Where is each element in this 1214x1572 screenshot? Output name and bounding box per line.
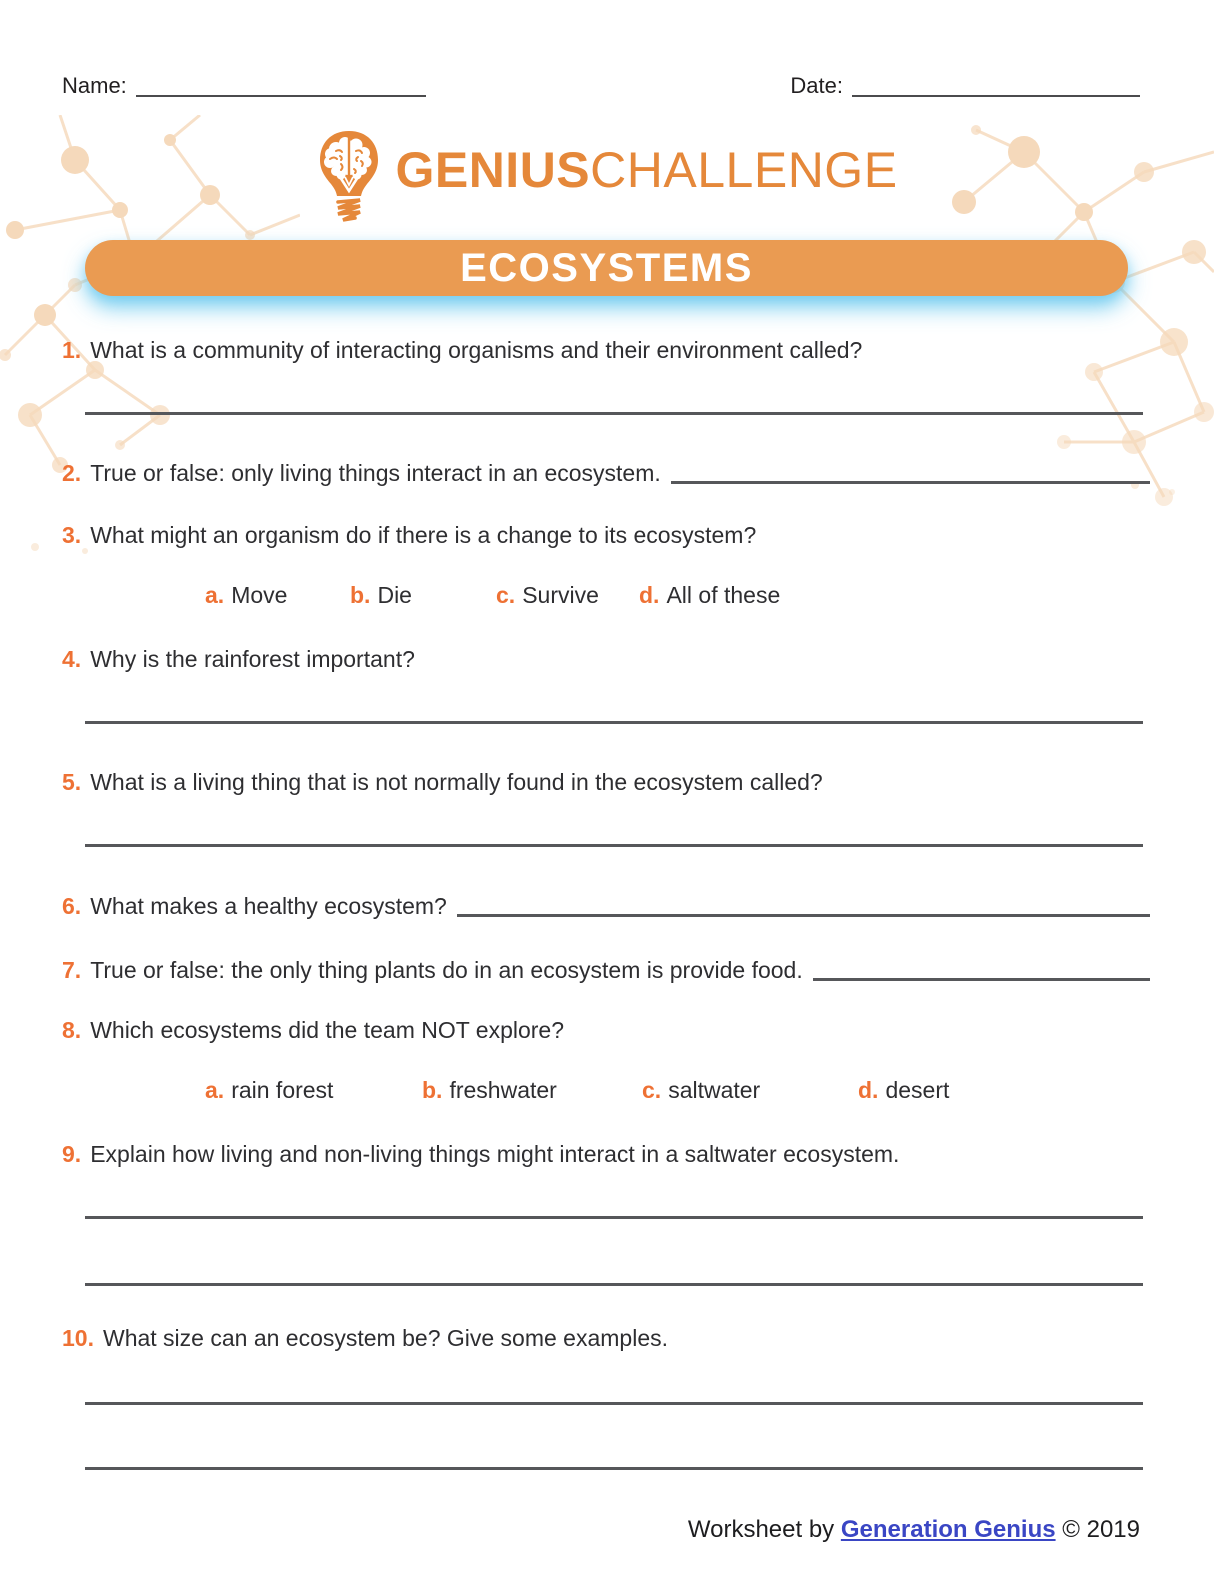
question-number: 4. [62, 646, 82, 672]
option-a: a. rain forest [205, 1077, 334, 1103]
option-d: d. desert [858, 1077, 950, 1103]
brain-lightbulb-icon [316, 129, 382, 225]
genius-challenge-logo [62, 129, 1152, 225]
generation-genius-link[interactable]: Generation Genius [840, 1516, 1056, 1543]
answer-line-q9-2 [85, 1283, 1143, 1286]
question-number: 6. [62, 893, 82, 919]
title-banner [85, 240, 1128, 296]
question-number: 8. [62, 1017, 82, 1043]
answer-line-q4 [85, 721, 1143, 724]
option-b: b. Die [350, 582, 412, 608]
question-4 [62, 645, 1152, 673]
date-field [790, 73, 1140, 99]
name-blank-line [136, 95, 426, 97]
option-b: b. freshwater [422, 1077, 557, 1103]
option-d: d. All of these [639, 582, 781, 608]
option-a: a. Move [205, 582, 288, 608]
question-1 [62, 336, 1152, 364]
question-text: Which ecosystems did the team NOT explore? [90, 1017, 565, 1043]
footer-credit [688, 1516, 1140, 1544]
answer-line-q2 [671, 459, 1150, 484]
question-7 [62, 956, 1152, 984]
question-8-options [205, 1076, 1152, 1104]
question-number: 9. [62, 1141, 82, 1167]
question-text: What makes a healthy ecosystem? [90, 893, 447, 919]
name-field [62, 73, 426, 99]
answer-line-q7 [813, 956, 1150, 981]
question-5 [62, 768, 1152, 796]
answer-line-q1 [85, 412, 1143, 415]
question-6 [62, 892, 1152, 920]
option-c: c. saltwater [642, 1077, 761, 1103]
question-text: What is a community of interacting organisms and their environment called? [90, 337, 863, 363]
question-text: Why is the rainforest important? [90, 646, 415, 672]
question-2 [62, 459, 1152, 487]
question-number: 1. [62, 337, 82, 363]
name-date-row [62, 0, 1152, 99]
question-3 [62, 521, 1152, 549]
page-title: ECOSYSTEMS [460, 245, 753, 290]
name-label: Name: [62, 73, 127, 98]
question-9 [62, 1140, 1152, 1168]
question-number: 7. [62, 957, 82, 983]
question-10 [62, 1324, 1152, 1352]
brand-genius-text: GENIUS [395, 142, 591, 198]
answer-line-q10-2 [85, 1467, 1143, 1470]
question-number: 3. [62, 522, 82, 548]
answer-line-q6 [457, 892, 1150, 917]
brand-challenge-text: CHALLENGE [590, 142, 898, 198]
question-8 [62, 1016, 1152, 1044]
answer-line-q10-1 [85, 1402, 1143, 1405]
question-text: What size can an ecosystem be? Give some examples. [102, 1325, 669, 1351]
footer-copyright: © 2019 [1062, 1516, 1140, 1543]
question-text: What is a living thing that is not normally found in the ecosystem called? [90, 769, 823, 795]
answer-line-q9-1 [85, 1216, 1143, 1219]
question-number: 10. [62, 1325, 94, 1351]
question-text: Explain how living and non-living things might interact in a saltwater ecosystem. [90, 1141, 900, 1167]
question-text: True or false: only living things interact in an ecosystem. [90, 460, 661, 486]
date-label: Date: [790, 73, 843, 98]
question-text: What might an organism do if there is a change to its ecosystem? [90, 522, 757, 548]
question-number: 5. [62, 769, 82, 795]
question-text: True or false: the only thing plants do in an ecosystem is provide food. [90, 957, 803, 983]
question-number: 2. [62, 460, 82, 486]
answer-line-q5 [85, 844, 1143, 847]
option-c: c. Survive [496, 582, 599, 608]
question-3-options [205, 581, 1152, 609]
brand-wordmark [395, 142, 898, 209]
date-blank-line [852, 95, 1140, 97]
footer-prefix: Worksheet by [687, 1516, 835, 1543]
